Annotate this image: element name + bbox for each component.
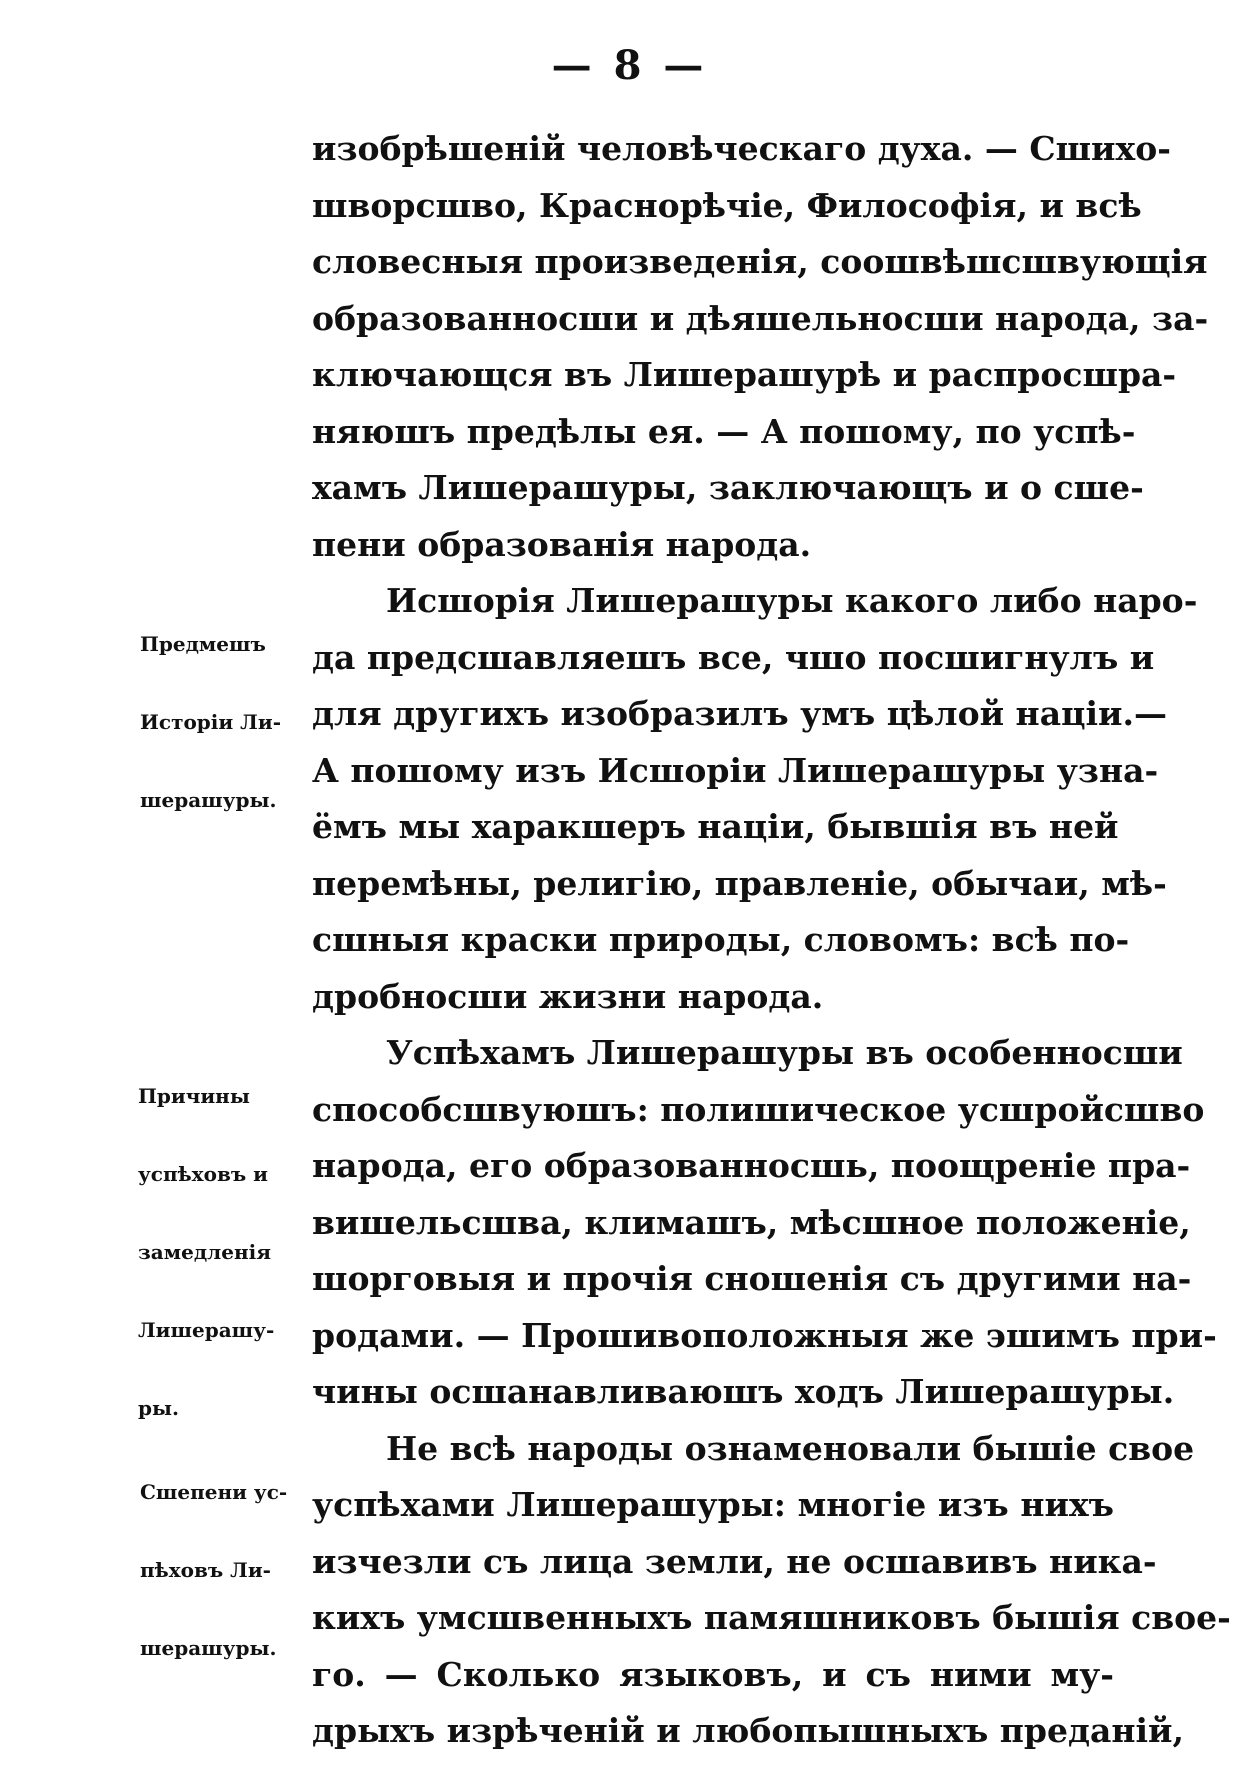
text-line: чины осшанавливаюшъ ходъ Лишерашуры.: [312, 1372, 1175, 1411]
text-line: го. — Сколько языковъ, и съ ними му-: [312, 1654, 1114, 1694]
text-line: няюшъ предѣлы ея. — А пошому, по успѣ-: [312, 411, 1136, 451]
text-line: да предсшавляешъ все, чшо посшигнулъ и: [312, 637, 1155, 677]
text-line: сшныя краски природы, словомъ: всѣ по-: [312, 920, 1130, 959]
margin-note-line: замедленія: [138, 1240, 271, 1264]
margin-note-line: Причины: [138, 1084, 250, 1108]
text-line: Исшорія Лишерашуры какого либо наро-: [386, 581, 1198, 620]
text-line: вишельсшва, климашъ, мѣсшное положеніе,: [312, 1202, 1191, 1242]
text-line: успѣхами Лишерашуры: многіе изъ нихъ: [312, 1485, 1114, 1524]
text-line: ключающся въ Лишерашурѣ и распросшра-: [312, 355, 1177, 394]
text-line: пени образованія народа.: [312, 524, 812, 564]
text-line: для другихъ изобразилъ умъ цѣлой націи.—: [312, 694, 1167, 733]
text-line: способсшвуюшъ: полишическое усшройсшво: [312, 1089, 1205, 1129]
margin-note-line: ры.: [138, 1396, 179, 1420]
margin-note-line: Сшепени ус-: [140, 1479, 288, 1504]
margin-note-line: шерашуры.: [140, 788, 277, 812]
text-line: шворсшво, Краснорѣчіе, Философія, и всѣ: [312, 185, 1142, 225]
margin-note-line: пѣховъ Ли-: [140, 1557, 271, 1582]
text-line: перемѣны, религію, правленіе, обычаи, мѣ-: [312, 863, 1167, 903]
text-line: дрыхъ изрѣченій и любопышныхъ преданій,: [312, 1711, 1185, 1750]
text-line: образованносши и дѣяшельносши народа, за-: [312, 298, 1209, 338]
text-line: Успѣхамъ Лишерашуры въ особенносши: [386, 1033, 1183, 1072]
margin-note-line: успѣховъ и: [138, 1162, 268, 1186]
margin-note-degrees: [140, 1427, 287, 1713]
text-line: народа, его образованносшь, поощреніе пра-: [312, 1146, 1191, 1185]
text-line: ёмъ мы харакшеръ націи, бывшія въ ней: [312, 807, 1119, 846]
margin-note-subject: [140, 579, 281, 865]
margin-note-line: Предмешъ: [140, 632, 266, 656]
margin-note-line: Лишерашу-: [138, 1318, 275, 1342]
text-line: А пошому изъ Исшоріи Лишерашуры узна-: [312, 750, 1159, 790]
text-line: Не всѣ народы ознаменовали бышіе свое: [386, 1428, 1195, 1468]
margin-note-line: шерашуры.: [140, 1635, 277, 1660]
text-line: шорговыя и прочія сношенія съ другими на-: [312, 1259, 1192, 1298]
text-line: дробносши жизни народа.: [312, 976, 824, 1016]
text-line: изобрѣшеній человѣческаго духа. — Сшихо-: [312, 129, 1171, 168]
text-line: родами. — Прошивоположныя же эшимъ при-: [312, 1315, 1217, 1355]
text-line: словесныя произведенія, соошвѣшсшвующія: [312, 242, 1208, 281]
text-line: кихъ умсшвенныхъ памяшниковъ бышія свое-: [312, 1598, 1231, 1637]
margin-note-causes: [138, 1031, 274, 1473]
text-line: хамъ Лишерашуры, заключающъ и о сше-: [312, 468, 1144, 507]
page-number: — 8 —: [551, 42, 708, 89]
text-line: изчезли съ лица земли, не осшавивъ ника-: [312, 1541, 1157, 1581]
margin-note-line: Исторіи Ли-: [140, 710, 282, 734]
